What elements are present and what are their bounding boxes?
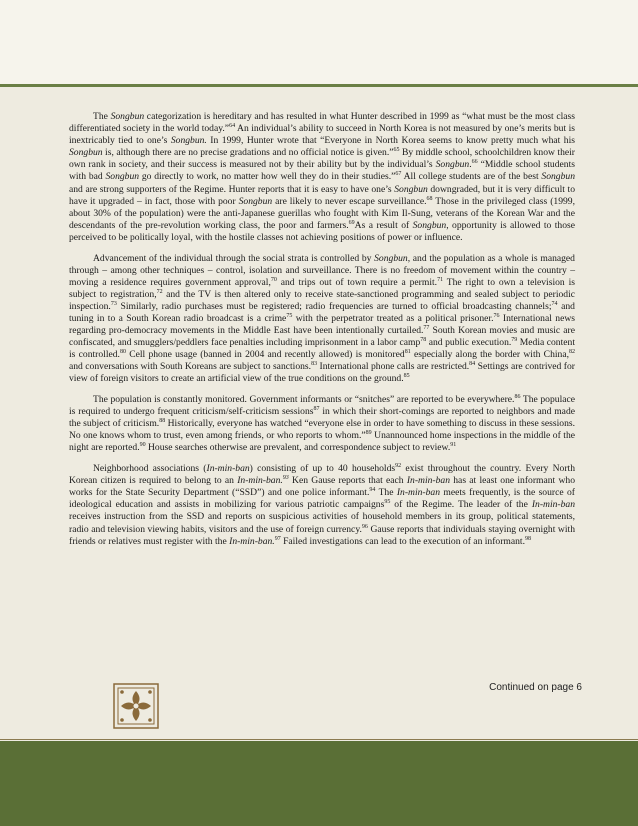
footer-rule <box>0 739 638 740</box>
header-rule <box>0 84 638 87</box>
paragraph-songbun: The Songbun categorization is hereditary and has resulted in what Hunter described in 1999 as “what must be the most class differentiated society in the world today.”$^{64}$ An individual’s ability to succeed in North Korea is not measured by one’s merits but is inextricably tied to one’s Songbun. In 1999, Hunter wrote that “Everyone in North Korea seems to know pretty much what his Songbun is, although there are no precise gradations and no official notice is given.”$^{65}$ By middle school, schoolchildren know their own rank in society, and their success is measured not by their ability but by the individual’s Songbun.$^{66}$ “Middle school students with bad Songbun go directly to work, no matter how well they do in their studies.”$^{67}$ All college students are of the best Songbun and are strong supporters of the Regime. Hunter reports that it is easy to have one’s Songbun downgraded, but it is very difficult to have it upgraded – in fact, those with poor Songbun are likely to never escape surveillance.$^{68}$ Those in the privileged class (1999, about 30% of the population) were the anti-Japanese guerillas who fought with Kim Il-Sung, veterans of the Korean War and the descendants of the pre-revolution working class, the poor and farmers.$^{69}$As a result of Songbun, opportunity is allowed to those perceived to be politically loyal, with the hostile classes not achieving positions of power or influence. <box>69 111 576 243</box>
header-band <box>0 0 638 84</box>
paragraph-inminban: Neighborhood associations (In-min-ban) consisting of up to 40 households$^{92}$ exist throughout the country. Every North Korean citizen is required to belong to an In-min-ban.$^{93}$ Ken Gause reports that each In-min-ban has at least one informant who works for the State Security Department (“SSD”) and one police informant.$^{94}$ The In-min-ban meets frequently, is the source of ideological education and assists in mobilizing for various patriotic campaigns$^{95}$ of the Regime. The leader of the In-min-ban receives instruction from the SSD and reports on suspicious activities of household members in its group, political statements, radio and television viewing habits, visitors and the use of foreign currency.$^{96}$ Gause reports that individuals staying overnight with friends or relatives must register with the In-min-ban.$^{97}$ Failed investigations can lead to the execution of an informant.$^{98}$ <box>69 462 575 547</box>
paragraph-monitoring: The population is constantly monitored. Government informants or “snitches” are reported to be everywhere.$^{86}$ The populace is required to undergo frequent criticism/self-criticism sessions$^{87}$ in which their short-comings are reported to neighbors and made the subject of criticism.$^{88}$ Historically, everyone has watched “everyone else in order to have something to discuss in these sessions. No one knows whom to trust, even among friends, or who reports to whom.”$^{89}$ Unannounced home inspections in the middle of the night are reported.$^{90}$ House searches otherwise are prevalent, and correspondence subject to review.$^{91}$ <box>69 393 576 454</box>
paragraph-control: Advancement of the individual through the social strata is controlled by Songbun, and the population as a whole is managed through – among other techniques – control, isolation and surveillance. There is no freedom of movement within the country – moving a residence requires government approval,$^{70}$ and trips out of town require a permit.$^{71}$ The right to own a television is subject to registration,$^{72}$ and the TV is then altered only to receive state-sanctioned programming and sealed subject to periodic inspection.$^{73}$ Similarly, radio purchases must be registered; radio frequencies are turned to official broadcasting channels;$^{74}$ and tuning in to a South Korean radio broadcast is a crime$^{75}$ with the perpetrator treated as a political prisoner.$^{76}$ International news regarding pro-democracy movements in the Middle East have been intentionally curtailed.$^{77}$ South Korean movies and music are confiscated, and smugglers/peddlers face penalties including imprisonment in a labor camp$^{78}$ and public execution.$^{79}$ Media content is controlled.$^{80}$ Cell phone usage (banned in 2004 and recently allowed) is monitored$^{81}$ especially along the border with China,$^{82}$ and conversations with South Koreans are subject to sanctions.$^{83}$ International phone calls are restricted.$^{84}$ Settings are contrived for view of foreign visitors to create an artificial view of the true conditions on the ground.$^{85}$ <box>69 252 576 385</box>
continued-note: Continued on page 6 <box>489 682 582 693</box>
article-body <box>69 111 575 556</box>
footer-band <box>0 741 638 826</box>
ornamental-square-icon <box>113 683 159 729</box>
